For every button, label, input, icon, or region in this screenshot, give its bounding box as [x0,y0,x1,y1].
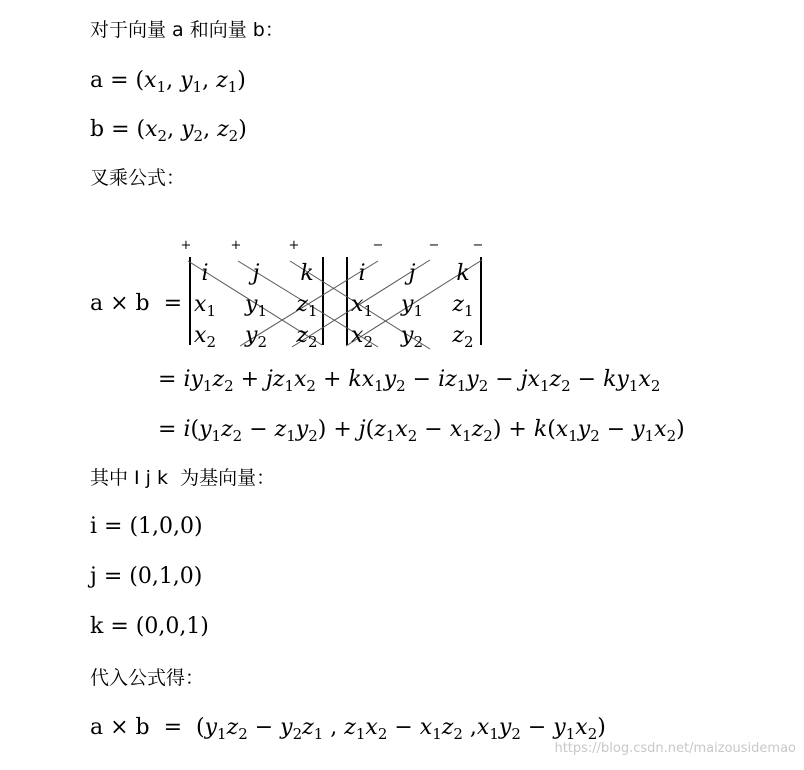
determinant-entry [400,323,423,351]
determinant-signs [181,238,484,253]
formula-subscript: 1 [432,725,442,743]
formula-variable: x [638,367,651,392]
determinant-entry [404,261,416,286]
formula-variable: y [190,367,203,392]
basis-j-definition: j = (0,1,0) [90,564,203,589]
formula-symbol: , [323,715,345,740]
determinant-variable: x [351,323,364,348]
formula-subscript: 2 [396,377,406,395]
formula-subscript: 2 [306,377,316,395]
determinant-variable: k [456,261,470,286]
formula-symbol: , [203,117,218,142]
determinant-subscript: 2 [363,333,373,351]
determinant-variable: j [408,261,416,286]
formula-subscript: 2 [478,377,489,395]
determinant-entry [244,292,267,320]
formula-variable: z [344,715,356,740]
formula-variable: y [498,715,512,740]
determinant-entry [400,292,423,320]
formula-variable: y [180,68,193,93]
formula-variable: i [438,367,446,392]
formula-symbol: ) + [492,417,534,442]
minus-sign: − [428,238,440,253]
basis-label: 其中 I j k 为基向量： [90,467,276,489]
formula-symbol: = ( [104,117,146,142]
determinant-subscript: 1 [206,302,216,320]
formula-subscript: 2 [228,127,239,145]
formula-subscript: 2 [483,427,493,445]
plus-sign: + [288,238,300,253]
formula-variable: z [216,68,228,93]
formula-variable: x [476,715,490,740]
determinant-entry [194,323,216,351]
determinant-variable: y [245,323,258,348]
determinant-entry [248,261,260,286]
formula-variable: y [577,417,591,442]
formula-symbol: − [570,367,604,392]
formula-variable: z [471,417,484,442]
formula-symbol: − [242,417,275,442]
determinant-subscript: 2 [206,333,216,351]
formula-subscript: 2 [292,725,303,743]
determinant-variable: y [245,292,258,317]
formula-subscript: 1 [565,725,576,743]
determinant-variable: y [401,292,414,317]
determinant-variable: z [296,323,309,348]
formula-variable: z [549,367,562,392]
formula-symbol: ) [597,715,606,740]
determinant-variable: y [401,323,414,348]
formula-symbol: ) [238,117,247,142]
formula-variable: x [654,417,667,442]
formula-symbol: − [520,715,554,740]
formula-variable: x [294,367,307,392]
formula-subscript: 2 [650,377,661,395]
formula-subscript: 1 [202,377,213,395]
formula-variable: z [302,715,314,740]
determinant-subscript: 2 [257,333,267,351]
formula-variable: x [575,715,588,740]
formula-subscript: 2 [511,725,521,743]
formula-subscript: 2 [157,127,168,145]
watermark-url: https://blog.csdn.net/maizousidemao [554,741,796,756]
formula-subscript: 2 [590,427,600,445]
intro-text: 对于向量 a 和向量 b： [90,19,284,41]
formula-symbol: − [599,417,633,442]
grouped-formula [158,415,685,445]
basis-k-definition: k = (0,0,1) [90,614,209,639]
determinant-entry [358,261,365,286]
determinant-subscript: 2 [413,333,423,351]
formula-subscript: 1 [489,725,499,743]
formula-subscript: 1 [374,377,384,395]
determinant-subscript: 2 [308,333,318,351]
formula-subscript: 1 [568,427,578,445]
determinant-entry [351,292,373,320]
formula-variable: z [272,367,285,392]
formula-subscript: 1 [539,377,550,395]
formula-subscript: 2 [666,427,677,445]
formula-symbol: ( [365,417,375,442]
determinant-variable: x [351,292,364,317]
formula-variable: k [348,367,362,392]
determinant-entry [300,261,313,286]
formula-symbol: − [247,715,281,740]
plus-sign: + [180,238,192,253]
formula-symbol: , [167,117,182,142]
formula-symbol: + [233,367,267,392]
minus-sign: − [372,238,384,253]
formula-subscript: 2 [453,725,463,743]
formula-symbol: − [417,417,450,442]
expanded-formula [158,365,660,395]
determinant-entry [194,292,216,320]
determinant-diagonals [188,260,482,349]
formula-symbol: ) [237,68,246,93]
formula-subscript: 1 [385,427,396,445]
formula-variable: z [374,417,386,442]
formula-subscript: 2 [587,725,598,743]
formula-subscript: 2 [407,427,418,445]
determinant-entry [451,323,473,351]
determinant-variable: j [252,261,260,286]
determinant-entry [201,261,208,286]
determinant-variable: x [194,292,207,317]
determinant-subscript: 1 [413,302,423,320]
plus-sign: + [230,238,242,253]
determinant-entry [295,323,317,351]
vector-b-definition [90,115,247,145]
formula-variable: i [183,367,191,392]
formula-subscript: 1 [313,725,324,743]
formula-symbol: + [315,367,349,392]
formula-symbol: a [90,68,104,93]
formula-subscript: 2 [561,377,571,395]
formula-subscript: 1 [355,725,366,743]
formula-subscript: 2 [308,427,318,445]
formula-symbol: a × b = ( [90,715,205,740]
formula-subscript: 1 [192,78,203,96]
cross-product-label: 叉乘公式： [90,167,186,189]
formula-variable: x [365,715,378,740]
formula-variable: j [520,367,528,392]
formula-symbol: ) + [317,417,359,442]
formula-variable: z [217,117,229,142]
formula-variable: x [527,367,540,392]
formula-subscript: 2 [193,127,204,145]
formula-symbol: = [158,367,184,392]
determinant-entry [295,292,317,320]
basis-i-definition: i = (1,0,0) [90,514,203,539]
formula-variable: k [533,417,548,442]
formula-symbol: − [488,367,521,392]
formula-variable: x [361,367,375,392]
formula-symbol: = [158,417,184,442]
formula-symbol: ) [676,417,685,442]
determinant-subscript: 1 [308,302,318,320]
formula-variable: y [616,367,629,392]
determinant-entry [244,323,267,351]
formula-variable: z [212,367,225,392]
formula-variable: x [144,68,157,93]
formula-subscript: 1 [628,377,639,395]
determinant-variable: k [300,261,314,286]
determinant-entries [194,261,474,351]
formula-variable: y [199,417,212,442]
formula-variable: z [226,715,239,740]
formula-symbol: ( [547,417,556,442]
vector-a-definition [90,66,246,96]
determinant-variable: i [201,261,209,286]
minus-sign: − [472,238,484,253]
formula-symbol: b [90,117,105,142]
formula-variable: z [274,417,287,442]
formula-symbol: − [387,715,420,740]
determinant-variable: x [194,323,207,348]
formula-symbol: − [405,367,439,392]
formula-subscript: 1 [284,377,294,395]
formula-subscript: 1 [462,427,472,445]
substitute-label: 代入公式得： [90,667,205,689]
determinant-subscript: 2 [464,333,474,351]
formula-variable: k [603,367,617,392]
determinant-lhs: a × b = [90,291,183,316]
formula-subscript: 2 [377,725,388,743]
formula-variable: x [449,417,463,442]
formula-variable: y [295,417,309,442]
formula-variable: z [441,715,454,740]
determinant-diagram [0,228,500,358]
determinant-variable: z [296,292,309,317]
determinant-entry [456,261,469,286]
formula-variable: y [204,715,218,740]
determinant-variable: z [452,323,465,348]
determinant-subscript: 1 [257,302,267,320]
determinant-variable: z [452,292,465,317]
result-formula [90,713,606,743]
formula-subscript: 1 [456,377,467,395]
formula-variable: i [183,417,191,442]
determinant-subscript: 1 [464,302,474,320]
formula-variable: x [395,417,408,442]
formula-symbol: , [166,68,181,93]
formula-symbol: ( [190,417,200,442]
determinant-entry [451,292,473,320]
formula-variable: y [280,715,293,740]
formula-symbol: , [462,715,477,740]
formula-symbol: , [202,68,217,93]
formula-variable: j [358,417,366,442]
formula-variable: x [145,117,158,142]
determinant-bars [190,257,481,345]
formula-subscript: 1 [211,427,222,445]
formula-variable: j [266,367,273,392]
formula-variable: y [466,367,479,392]
formula-variable: y [553,715,566,740]
formula-subscript: 2 [224,377,234,395]
formula-subscript: 1 [227,78,238,96]
formula-symbol: = ( [103,68,145,93]
formula-subscript: 2 [232,427,243,445]
formula-variable: z [445,367,457,392]
formula-variable: x [555,417,569,442]
formula-subscript: 1 [217,725,227,743]
determinant-variable: i [358,261,366,286]
formula-variable: y [632,417,645,442]
formula-variable: x [419,715,433,740]
formula-subscript: 1 [156,78,167,96]
formula-variable: y [383,367,397,392]
formula-subscript: 2 [238,725,248,743]
formula-subscript: 1 [286,427,296,445]
formula-variable: y [181,117,194,142]
determinant-entry [351,323,373,351]
determinant-subscript: 1 [363,302,373,320]
formula-subscript: 1 [644,427,655,445]
formula-variable: z [221,417,233,442]
